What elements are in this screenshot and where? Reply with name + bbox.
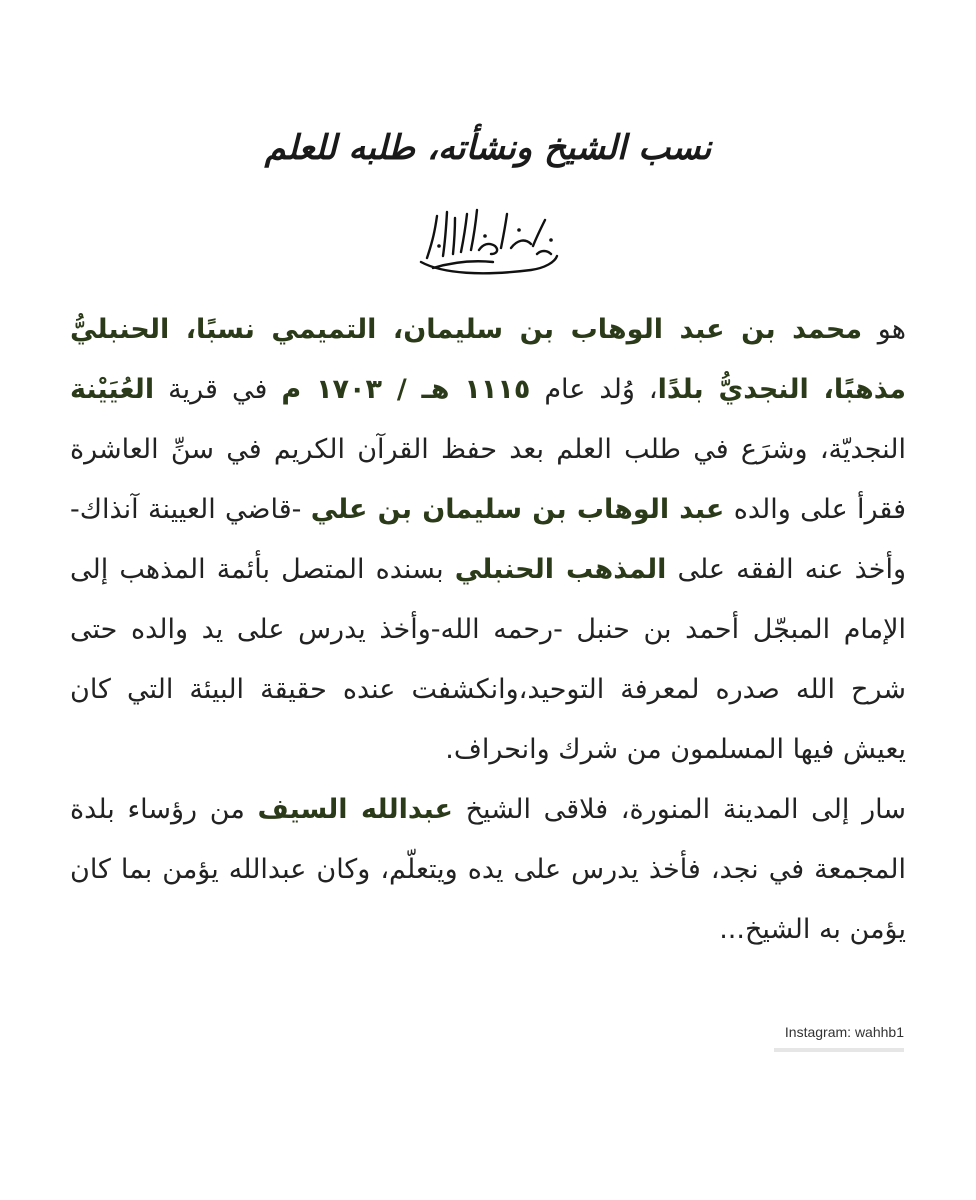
madhhab-highlight: المذهب الحنبلي <box>454 554 667 585</box>
basmala-calligraphy <box>0 200 976 282</box>
faded-caption-line <box>774 1048 904 1052</box>
place-highlight: العُيَيْنة <box>70 374 155 405</box>
paragraph-2 <box>70 780 906 960</box>
text-segment: بسنده المتصل بأئمة المذهب إلى الإمام المبجّل أحمد بن حنبل -رحمه الله-وأخذ يدرس على يد والده حتى شرح الله صدره لمعرفة التوحيد،وانكشفت عنده حقيقة البيئة التي كان يعيش فيها المسلمون من شرك وانحراف. <box>70 554 906 765</box>
text-segment: من رؤساء بلدة المجمعة في نجد، فأخذ يدرس على يده ويتعلّم، وكان عبدالله يؤمن بما كان يؤمن به الشيخ... <box>70 794 906 945</box>
text-segment: -قاضي العيينة آنذاك- وأخذ عنه الفقه على <box>70 494 906 585</box>
page-title: نسب الشيخ ونشأته، طلبه للعلم <box>264 128 712 168</box>
basmala-calligraphy-icon <box>413 200 563 282</box>
article-body <box>70 300 906 960</box>
instagram-handle: Instagram: wahhb1 <box>784 1024 904 1040</box>
name-highlight: عبد الوهاب بن سليمان بن علي <box>310 494 725 525</box>
text-segment: في قرية <box>154 374 282 405</box>
name-highlight: محمد بن عبد الوهاب بن سليمان، التميمي نسبًا، الحنبليُّ مذهبًا، النجديُّ بلدًا <box>70 314 907 405</box>
date-highlight: ١١١٥ هـ / ١٧٠٣ م <box>281 374 531 405</box>
name-highlight: عبدالله السيف <box>257 794 453 825</box>
paragraph-1 <box>70 300 906 780</box>
text-segment: سار إلى المدينة المنورة، فلاقى الشيخ <box>452 794 906 825</box>
text-segment: ، وُلد عام <box>530 374 658 405</box>
text-segment: هو <box>862 314 906 345</box>
text-segment: النجديّة، وشرَع في طلب العلم بعد حفظ القرآن الكريم في سنِّ العاشرة فقرأ على والده <box>70 434 906 525</box>
